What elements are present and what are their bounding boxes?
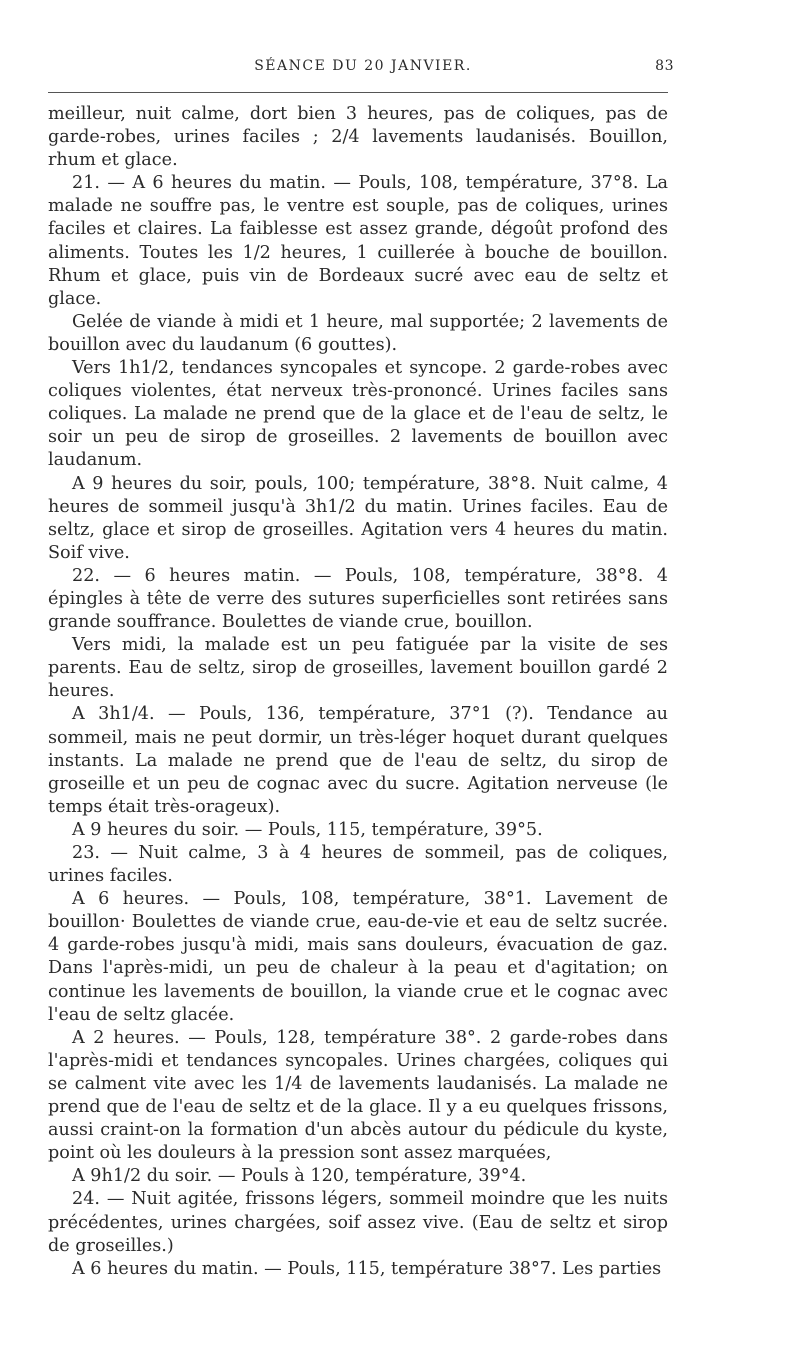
running-head [48, 40, 674, 76]
paragraph: A 2 heures. — Pouls, 128, température 38°. 2 garde-robes dans l'après-midi et tendances syncopales. Urines chargées, coliques qui se calment vite avec les 1/4 de lavements laudanisés. La malade ne prend que de l'eau de seltz et de la glace. Il y a eu quelques frissons, aussi craint-on la formation d'un abcès autour du pédicule du kyste, point où les douleurs à la pression sont assez marquées, [48, 1027, 668, 1164]
paragraph: A 3h1/4. — Pouls, 136, température, 37°1 (?). Tendance au sommeil, mais ne peut dormir, un très-léger hoquet durant quelques instants. La malade ne prend que de l'eau de seltz, du sirop de groseille et un peu de cognac avec du sucre. Agitation nerveuse (le temps était très-orageux). [48, 704, 668, 817]
page-number: 83 [655, 58, 674, 74]
paragraph: A 9 heures du soir. — Pouls, 115, température, 39°5. [72, 819, 543, 840]
paragraph: A 6 heures du matin. — Pouls, 115, température 38°7. Les parties [72, 1258, 662, 1279]
paragraph: A 6 heures. — Pouls, 108, température, 38°1. Lavement de bouillon· Boulettes de viande crue, eau-de-vie et eau de seltz sucrée. 4 garde-robes jusqu'à midi, mais sans douleurs, évacuation de gaz. Dans l'après-midi, un peu de chaleur à la peau et d'agitation; on continue les lavements de bouillon, la viande crue et le cognac avec l'eau de seltz glacée. [48, 889, 668, 1025]
header-rule [48, 92, 668, 93]
paragraph: Vers midi, la malade est un peu fatiguée par la visite de ses parents. Eau de seltz, sirop de groseilles, lavement bouillon gardé 2 heures. [48, 635, 668, 702]
paragraph: Gelée de viande à midi et 1 heure, mal supportée; 2 lavements de bouillon avec du laudanum (6 gouttes). [48, 311, 668, 355]
paragraph: A 9h1/2 du soir. — Pouls à 120, température, 39°4. [72, 1166, 527, 1187]
paragraph: A 9 heures du soir, pouls, 100; température, 38°8. Nuit calme, 4 heures de sommeil jusqu'à 3h1/2 du matin. Urines faciles. Eau de seltz, glace et sirop de groseilles. Agitation vers 4 heures du matin. Soif vive. [48, 473, 668, 563]
paragraph: 22. — 6 heures matin. — Pouls, 108, température, 38°8. 4 épingles à tête de verre des sutures superficielles sont retirées sans grande souffrance. Boulettes de viande crue, bouillon. [48, 565, 668, 633]
running-title: SÉANCE DU 20 JANVIER. [254, 58, 472, 74]
paragraph: 23. — Nuit calme, 3 à 4 heures de sommeil, pas de coliques, urines faciles. [48, 843, 668, 887]
paragraph: 21. — A 6 heures du matin. — Pouls, 108, température, 37°8. La malade ne souffre pas, le ventre est souple, pas de coliques, urines faciles et claires. La faiblesse est assez grande, dégoût profond des aliments. Toutes les 1/2 heures, 1 cuillerée à bouche de bouillon. Rhum et glace, puis vin de Bordeaux sucré avec eau de seltz et glace. [48, 173, 668, 309]
body-text [48, 103, 668, 1281]
paragraph: Vers 1h1/2, tendances syncopales et syncope. 2 garde-robes avec coliques violentes, état nerveux très-prononcé. Urines faciles sans coliques. La malade ne prend que de la glace et de l'eau de seltz, le soir un peu de sirop de groseilles. 2 lavements de bouillon avec laudanum. [48, 358, 668, 471]
book-page [48, 40, 674, 1340]
paragraph: 24. — Nuit agitée, frissons légers, sommeil moindre que les nuits précédentes, urines chargées, soif assez vive. (Eau de seltz et sirop de groseilles.) [48, 1189, 668, 1256]
paragraph: meilleur, nuit calme, dort bien 3 heures, pas de coliques, pas de garde-robes, urines faciles ; 2/4 lavements laudanisés. Bouillon, rhum et glace. [48, 104, 668, 171]
